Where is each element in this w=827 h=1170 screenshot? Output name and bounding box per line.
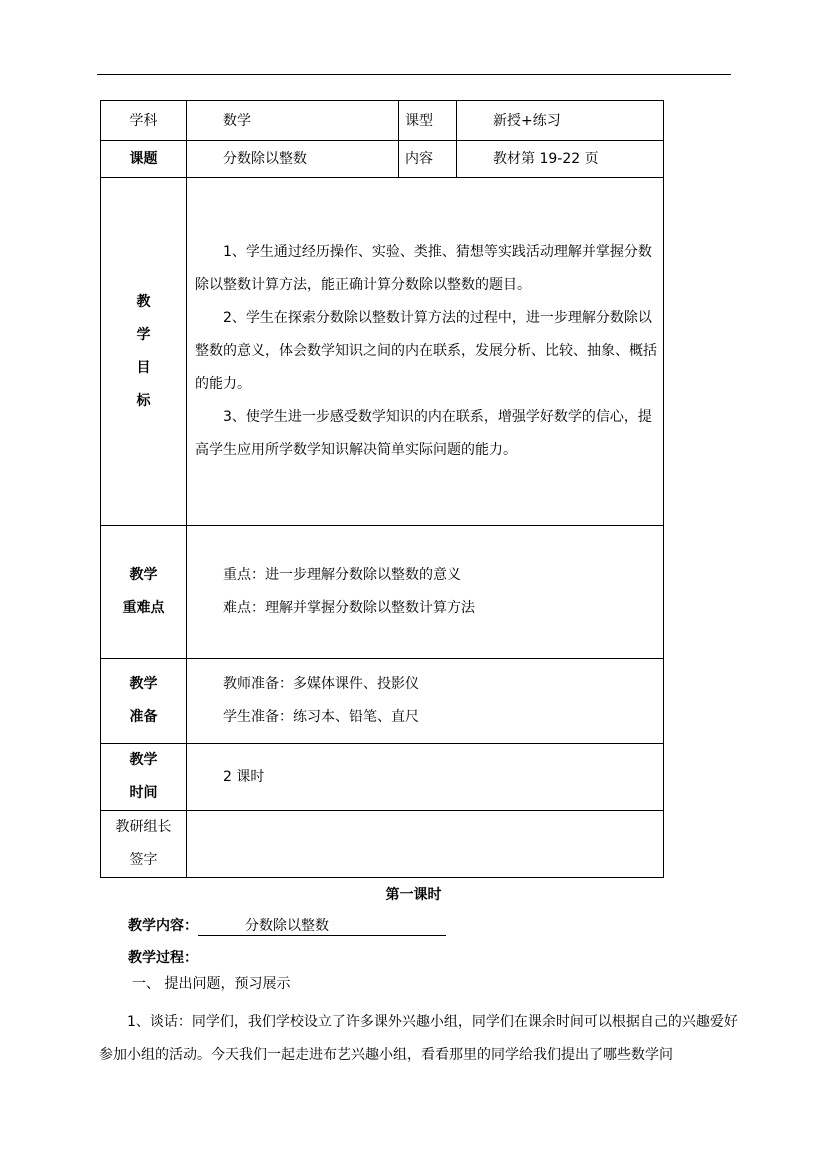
subject-value: 数学 [187, 101, 399, 141]
row-sign [101, 811, 664, 878]
type-value: 新授+练习 [457, 101, 664, 141]
row-keypoints [101, 526, 664, 659]
row-prep [101, 659, 664, 744]
sign-label-line: 教研组长 [115, 819, 172, 835]
lesson-content-row [128, 915, 446, 936]
lesson-plan-table [100, 100, 664, 878]
prep-cell [187, 659, 664, 744]
prep-label [101, 659, 187, 744]
time-label-line: 教学 [129, 752, 158, 768]
objectives-label-char: 标 [136, 392, 151, 409]
lesson-content-label: 教学内容： [128, 918, 198, 934]
prep-item: 教师准备：多媒体课件、投影仪 [223, 676, 419, 692]
row-objectives [101, 178, 664, 526]
step-heading: 一、 提出问题，预习展示 [132, 976, 291, 992]
objectives-cell [187, 178, 664, 526]
keypoints-cell [187, 526, 664, 659]
row-subject [101, 101, 664, 141]
time-label [101, 744, 187, 811]
process-label: 教学过程： [128, 950, 198, 966]
prep-label-line: 准备 [129, 709, 158, 725]
keypoints-label-line: 教学 [129, 567, 158, 583]
content-label: 内容 [399, 141, 457, 178]
row-topic [101, 141, 664, 178]
objective-item: 1、学生通过经历操作、实验、类推、猜想等实践活动理解并掌握分数除以整数计算方法，能正确计算分数除以整数的题目。 [195, 244, 652, 293]
objectives-label [101, 178, 187, 526]
topic-value: 分数除以整数 [187, 141, 399, 178]
objectives-label-char: 学 [136, 326, 151, 343]
content-value: 教材第 19-22 页 [457, 141, 664, 178]
keypoints-label [101, 526, 187, 659]
sign-label-line: 签字 [129, 852, 158, 868]
objective-item: 2、学生在探索分数除以整数计算方法的过程中，进一步理解分数除以整数的意义，体会数学知识之间的内在联系，发展分析、比较、抽象、概括的能力。 [195, 310, 657, 392]
prep-item: 学生准备：练习本、铅笔、直尺 [223, 709, 419, 725]
type-label: 课型 [399, 101, 457, 141]
time-label-line: 时间 [129, 785, 158, 801]
prep-label-line: 教学 [129, 676, 158, 692]
keypoints-label-line: 重难点 [122, 600, 165, 616]
lesson-content-value: 分数除以整数 [198, 915, 446, 936]
objectives-label-char: 目 [136, 359, 151, 376]
topic-label: 课题 [101, 141, 187, 178]
subject-label: 学科 [101, 101, 187, 141]
body-paragraph: 1、谈话：同学们，我们学校设立了许多课外兴趣小组，同学们在课余时间可以根据自己的兴趣爱好参加小组的活动。今天我们一起走进布艺兴趣小组，看看那里的同学给我们提出了哪些数学问 [99, 1014, 738, 1063]
keypoint-item: 难点：理解并掌握分数除以整数计算方法 [223, 600, 475, 616]
objective-item: 3、使学生进一步感受数学知识的内在联系，增强学好数学的信心，提高学生应用所学数学知识解决简单实际问题的能力。 [195, 409, 652, 458]
lesson-title: 第一课时 [385, 887, 442, 903]
objectives-label-char: 教 [136, 293, 151, 310]
row-time [101, 744, 664, 811]
sign-label [101, 811, 187, 878]
header-rule [97, 74, 731, 75]
keypoint-item: 重点：进一步理解分数除以整数的意义 [223, 567, 461, 583]
time-value: 2 课时 [187, 744, 664, 811]
sign-field[interactable] [187, 811, 664, 878]
